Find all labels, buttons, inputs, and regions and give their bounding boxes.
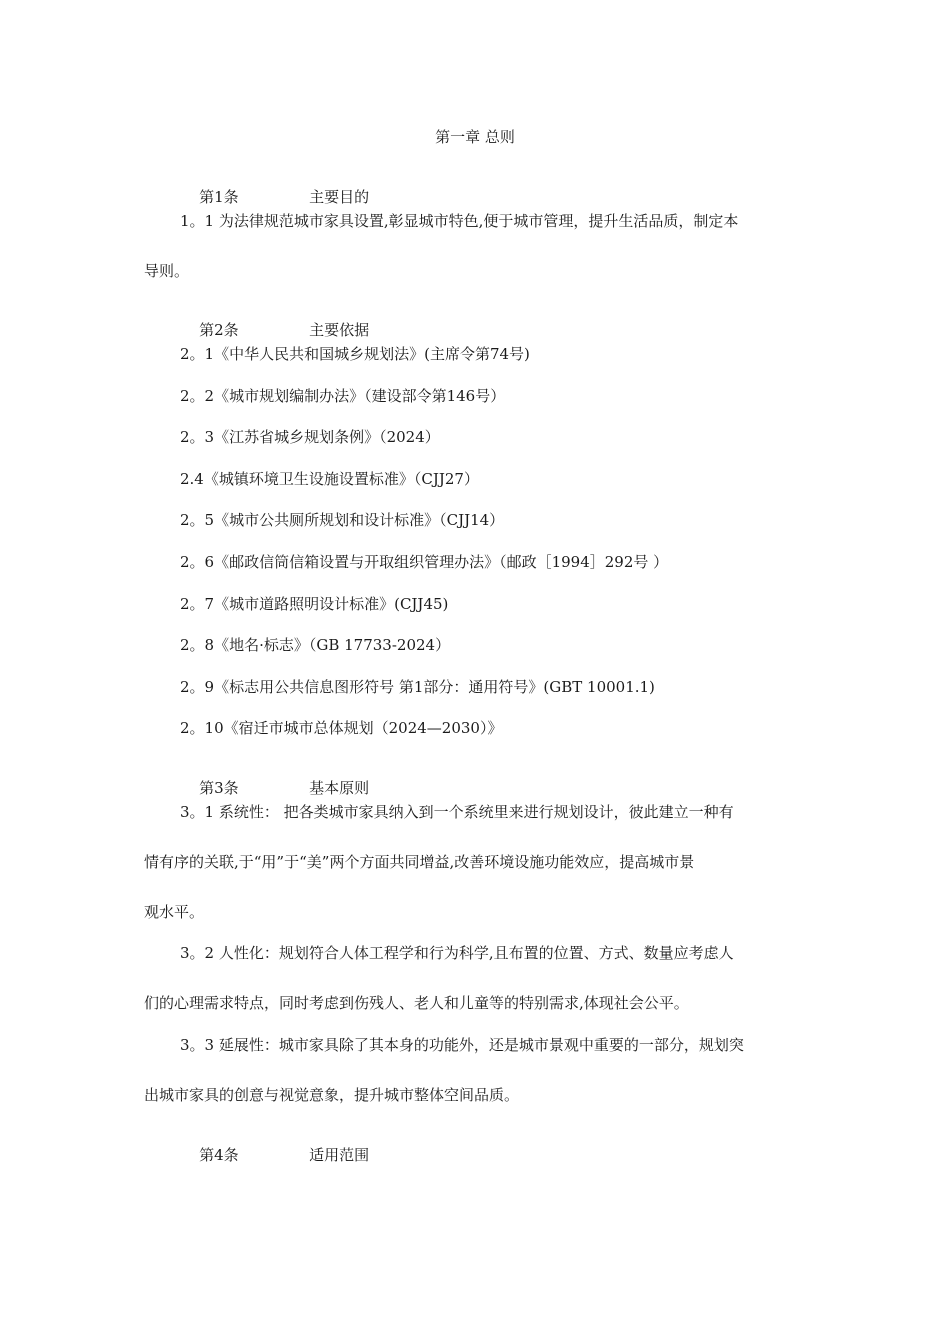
paragraph-line: 1。1 为法律规范城市家具设置,彰显城市特色,便于城市管理，提升生活品质，制定本 bbox=[180, 212, 739, 230]
article-number: 第3条 bbox=[199, 779, 239, 797]
article-title: 基本原则 bbox=[309, 779, 370, 797]
basis-item: 2。8《地名·标志》（GB 17733-2024） bbox=[180, 636, 451, 654]
basis-item: 2。6《邮政信筒信箱设置与开取组织管理办法》（邮政［1994］292号 ） bbox=[180, 553, 669, 571]
paragraph-line: 们的心理需求特点，同时考虑到伤残人、老人和儿童等的特别需求,体现社会公平。 bbox=[144, 994, 689, 1012]
chapter-title: 第一章 总则 bbox=[435, 128, 515, 146]
basis-item: 2。9《标志用公共信息图形符号 第1部分：通用符号》(GBT 10001.1) bbox=[180, 678, 655, 696]
basis-item: 2.4《城镇环境卫生设施设置标准》（CJJ27） bbox=[180, 470, 479, 488]
paragraph-line: 3。1 系统性： 把各类城市家具纳入到一个系统里来进行规划设计，彼此建立一种有 bbox=[180, 803, 734, 821]
article-title: 适用范围 bbox=[309, 1146, 370, 1164]
basis-item: 2。1《中华人民共和国城乡规划法》(主席令第74号) bbox=[180, 345, 530, 363]
article-number: 第4条 bbox=[199, 1146, 239, 1164]
article-title: 主要目的 bbox=[309, 188, 370, 206]
paragraph-line: 情有序的关联,于“用”于“美”两个方面共同增益,改善环境设施功能效应，提高城市景 bbox=[144, 853, 695, 871]
paragraph-line: 观水平。 bbox=[144, 903, 205, 921]
paragraph-line: 导则。 bbox=[144, 262, 190, 280]
basis-item: 2。3《江苏省城乡规划条例》（2024） bbox=[180, 428, 440, 446]
basis-item: 2。5《城市公共厕所规划和设计标准》（CJJ14） bbox=[180, 511, 505, 529]
basis-item: 2。2《城市规划编制办法》（建设部令第146号） bbox=[180, 387, 506, 405]
article-title: 主要依据 bbox=[309, 321, 370, 339]
basis-item: 2。10《宿迁市城市总体规划（2024—2030）》 bbox=[180, 719, 503, 737]
article-4-heading bbox=[180, 1128, 369, 1182]
article-number: 第1条 bbox=[199, 188, 239, 206]
paragraph-line: 出城市家具的创意与视觉意象，提升城市整体空间品质。 bbox=[144, 1086, 520, 1104]
paragraph-line: 3。2 人性化：规划符合人体工程学和行为科学,且布置的位置、方式、数量应考虑人 bbox=[180, 944, 734, 962]
basis-item: 2。7《城市道路照明设计标准》(CJJ45) bbox=[180, 595, 449, 613]
paragraph-line: 3。3 延展性：城市家具除了其本身的功能外，还是城市景观中重要的一部分，规划突 bbox=[180, 1036, 744, 1054]
article-number: 第2条 bbox=[199, 321, 239, 339]
